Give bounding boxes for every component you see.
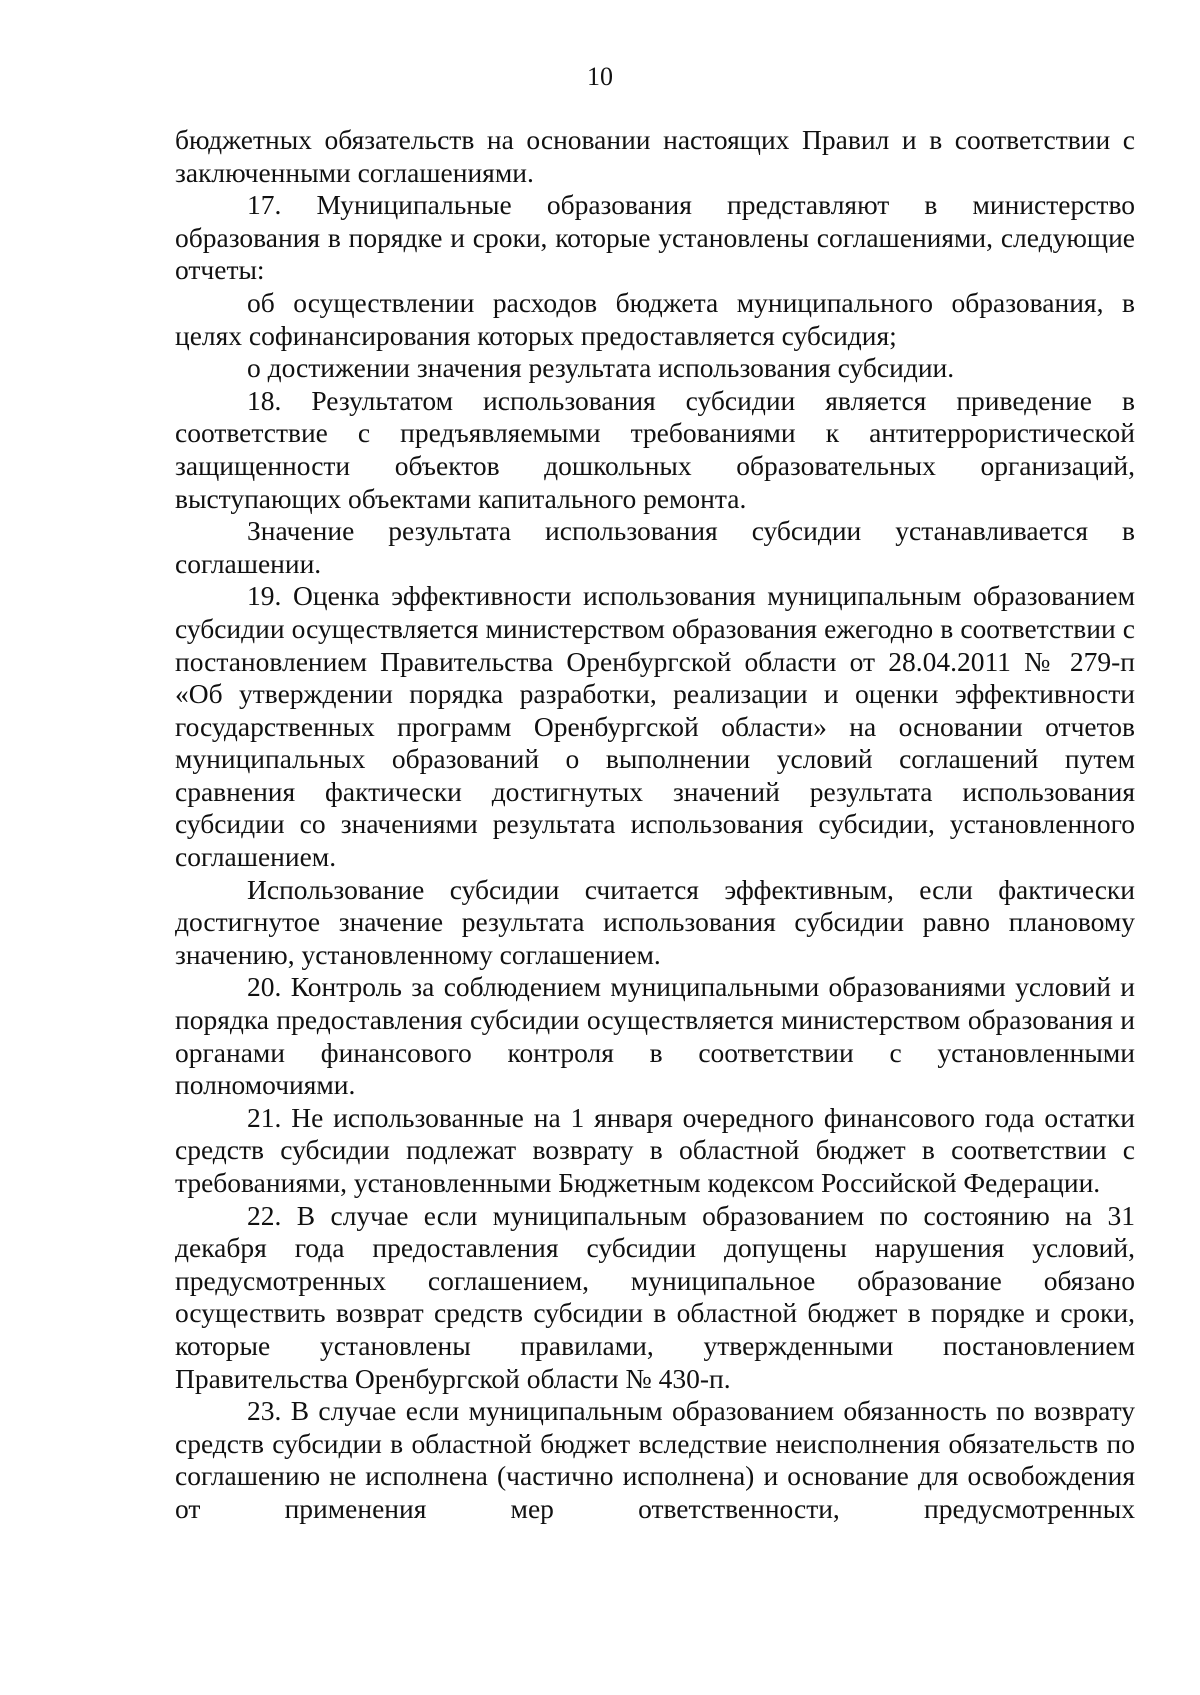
paragraph-item-20: 20. Контроль за соблюдением муниципальными образованиями условий и порядка предоставления субсидии осуществляется министерством образования и органами финансового контроля в соответствии с установленными полномочиями. xyxy=(175,971,1135,1101)
paragraph-item-21: 21. Не использованные на 1 января очередного финансового года остатки средств субсидии подлежат возврату в областной бюджет в соответствии с требованиями, установленными Бюджетным кодексом Российской Федерации. xyxy=(175,1101,1135,1198)
paragraph-report-expenses: об осуществлении расходов бюджета муниципального образования, в целях софинансирования которых предоставляется субсидия; xyxy=(175,286,1135,351)
paragraph-item-19: 19. Оценка эффективности использования муниципальным образованием субсидии осуществляется министерством образования ежегодно в соответствии с постановлением Правительства Оренбургской области от 28.04.2011 № 279-п «Об утверждении порядка разработки, реализации и оценки эффективности государственных программ Оренбургской области» на основании отчетов муниципальных образований о выполнении условий соглашений путем сравнения фактически достигнутых значений результата использования субсидии со значениями результата использования субсидии, установленного соглашением. xyxy=(175,580,1135,873)
paragraph-effectiveness: Использование субсидии считается эффективным, если фактически достигнутое значение результата использования субсидии равно плановому значению, установленному соглашением. xyxy=(175,873,1135,970)
paragraph-item-18: 18. Результатом использования субсидии является приведение в соответствие с предъявляемыми требованиями к антитеррористической защищенности объектов дошкольных образовательных организаций, выступающих объектами капитального ремонта. xyxy=(175,384,1135,514)
paragraph-item-17: 17. Муниципальные образования представляют в министерство образования в порядке и сроки, которые установлены соглашениями, следующие отчеты: xyxy=(175,189,1135,286)
paragraph-item-23: 23. В случае если муниципальным образованием обязанность по возврату средств субсидии в областной бюджет вследствие неисполнения обязательств по соглашению не исполнена (частично исполнена) и основание для освобождения от применения мер ответственности, предусмотренных xyxy=(175,1395,1135,1524)
paragraph-report-result: о достижении значения результата использования субсидии. xyxy=(247,352,955,384)
paragraph-item-22: 22. В случае если муниципальным образованием по состоянию на 31 декабря года предоставления субсидии допущены нарушения условий, предусмотренных соглашением, муниципальное образование обязано осуществить возврат средств субсидии в областной бюджет в порядке и сроки, которые установлены правилами, утвержденными постановлением Правительства Оренбургской области № 430-п. xyxy=(175,1199,1135,1394)
page-number: 10 xyxy=(587,62,613,91)
paragraph-result-value: Значение результата использования субсидии устанавливается в соглашении. xyxy=(175,515,1135,579)
document-body xyxy=(175,124,1135,1526)
paragraph-continuation: бюджетных обязательств на основании настоящих Правил и в соответствии с заключенными соглашениями. xyxy=(175,124,1135,188)
